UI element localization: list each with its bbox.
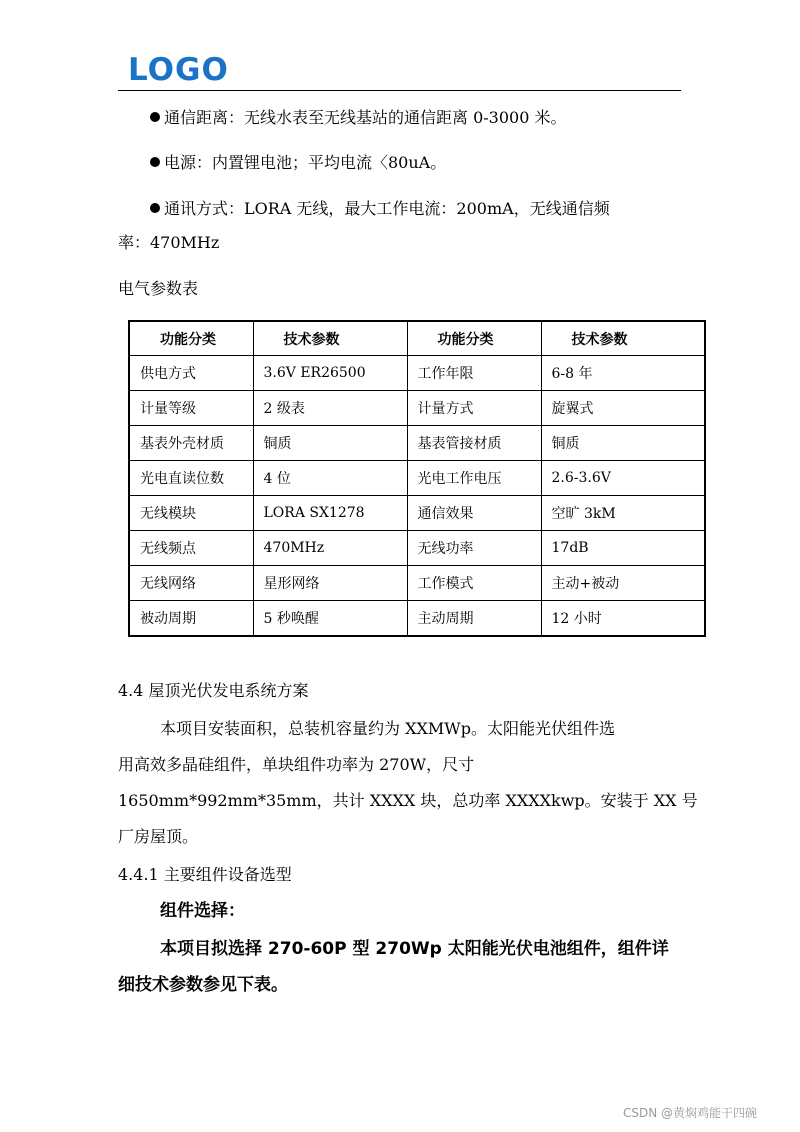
table-cell: 6-8 年: [541, 356, 705, 391]
bullet-comm-distance: [150, 107, 566, 129]
paragraph-line: 用高效多晶硅组件，单块组件功率为 270W，尺寸: [118, 755, 475, 774]
table-cell: 3.6V ER26500: [253, 356, 407, 391]
table-cell: 被动周期: [129, 601, 253, 637]
table-cell: 空旷 3kM: [541, 496, 705, 531]
table-cell: 基表管接材质: [407, 426, 541, 461]
table-title: 电气参数表: [118, 279, 199, 298]
bullet-text: 电源：内置锂电池；平均电流〈80uA。: [164, 153, 447, 172]
section-4-4-heading: 4.4 屋顶光伏发电系统方案: [118, 681, 309, 700]
bullet-text: 通信距离：无线水表至无线基站的通信距离 0-3000 米。: [164, 108, 567, 127]
table-header-row: [129, 321, 705, 356]
table-cell: 2.6-3.6V: [541, 461, 705, 496]
table-row: [129, 496, 705, 531]
component-selection-label: 组件选择：: [160, 901, 245, 921]
bullet-dot-icon: [150, 112, 160, 122]
paragraph-line: 本项目安装面积，总装机容量约为 XXMWp。太阳能光伏组件选: [160, 719, 615, 738]
table-cell: 17dB: [541, 531, 705, 566]
table-cell: 光电直读位数: [129, 461, 253, 496]
table-header: 技术参数: [541, 321, 705, 356]
section-4-4-1-heading: 4.4.1 主要组件设备选型: [118, 865, 292, 884]
bullet-power: [150, 152, 446, 174]
table-cell: 供电方式: [129, 356, 253, 391]
table-cell: 光电工作电压: [407, 461, 541, 496]
bullet-comm-mode: [150, 198, 610, 220]
table-row: [129, 461, 705, 496]
table-cell: 无线频点: [129, 531, 253, 566]
paragraph-line: 1650mm*992mm*35mm，共计 XXXX 块，总功率 XXXXkwp。安装于 XX 号: [118, 791, 698, 810]
table-row: [129, 391, 705, 426]
table-cell: 铜质: [541, 426, 705, 461]
table-cell: 无线网络: [129, 566, 253, 601]
bold-paragraph-line: 细技术参数参见下表。: [118, 975, 288, 995]
bullet-text: 通讯方式：LORA 无线，最大工作电流：200mA，无线通信频: [164, 199, 610, 218]
table-cell: 基表外壳材质: [129, 426, 253, 461]
header-divider: [118, 90, 681, 91]
electrical-params-table: [128, 320, 706, 637]
table-header: 功能分类: [129, 321, 253, 356]
table-cell: 无线模块: [129, 496, 253, 531]
table-cell: LORA SX1278: [253, 496, 407, 531]
table-cell: 旋翼式: [541, 391, 705, 426]
table-header: 功能分类: [407, 321, 541, 356]
logo: LOGO: [128, 52, 229, 88]
table-row: [129, 601, 705, 637]
table-row: [129, 426, 705, 461]
table-row: [129, 566, 705, 601]
table-cell: 通信效果: [407, 496, 541, 531]
table-cell: 计量方式: [407, 391, 541, 426]
table-cell: 工作年限: [407, 356, 541, 391]
bullet-dot-icon: [150, 203, 160, 213]
table-header: 技术参数: [253, 321, 407, 356]
bullet-comm-mode-cont: 率：470MHz: [118, 233, 220, 252]
table-cell: 铜质: [253, 426, 407, 461]
table-cell: 2 级表: [253, 391, 407, 426]
table-cell: 主动+被动: [541, 566, 705, 601]
paragraph-line: 厂房屋顶。: [118, 827, 199, 846]
table-cell: 4 位: [253, 461, 407, 496]
table-cell: 5 秒唤醒: [253, 601, 407, 637]
table-cell: 星形网络: [253, 566, 407, 601]
watermark: CSDN @黄焖鸡能干四碗: [623, 1106, 758, 1120]
table-cell: 无线功率: [407, 531, 541, 566]
table-cell: 12 小时: [541, 601, 705, 637]
table-cell: 计量等级: [129, 391, 253, 426]
table-row: [129, 356, 705, 391]
table-cell: 470MHz: [253, 531, 407, 566]
bullet-dot-icon: [150, 157, 160, 167]
table-cell: 工作模式: [407, 566, 541, 601]
bold-paragraph-line: 本项目拟选择 270-60P 型 270Wp 太阳能光伏电池组件，组件详: [160, 939, 669, 959]
table-row: [129, 531, 705, 566]
table-cell: 主动周期: [407, 601, 541, 637]
